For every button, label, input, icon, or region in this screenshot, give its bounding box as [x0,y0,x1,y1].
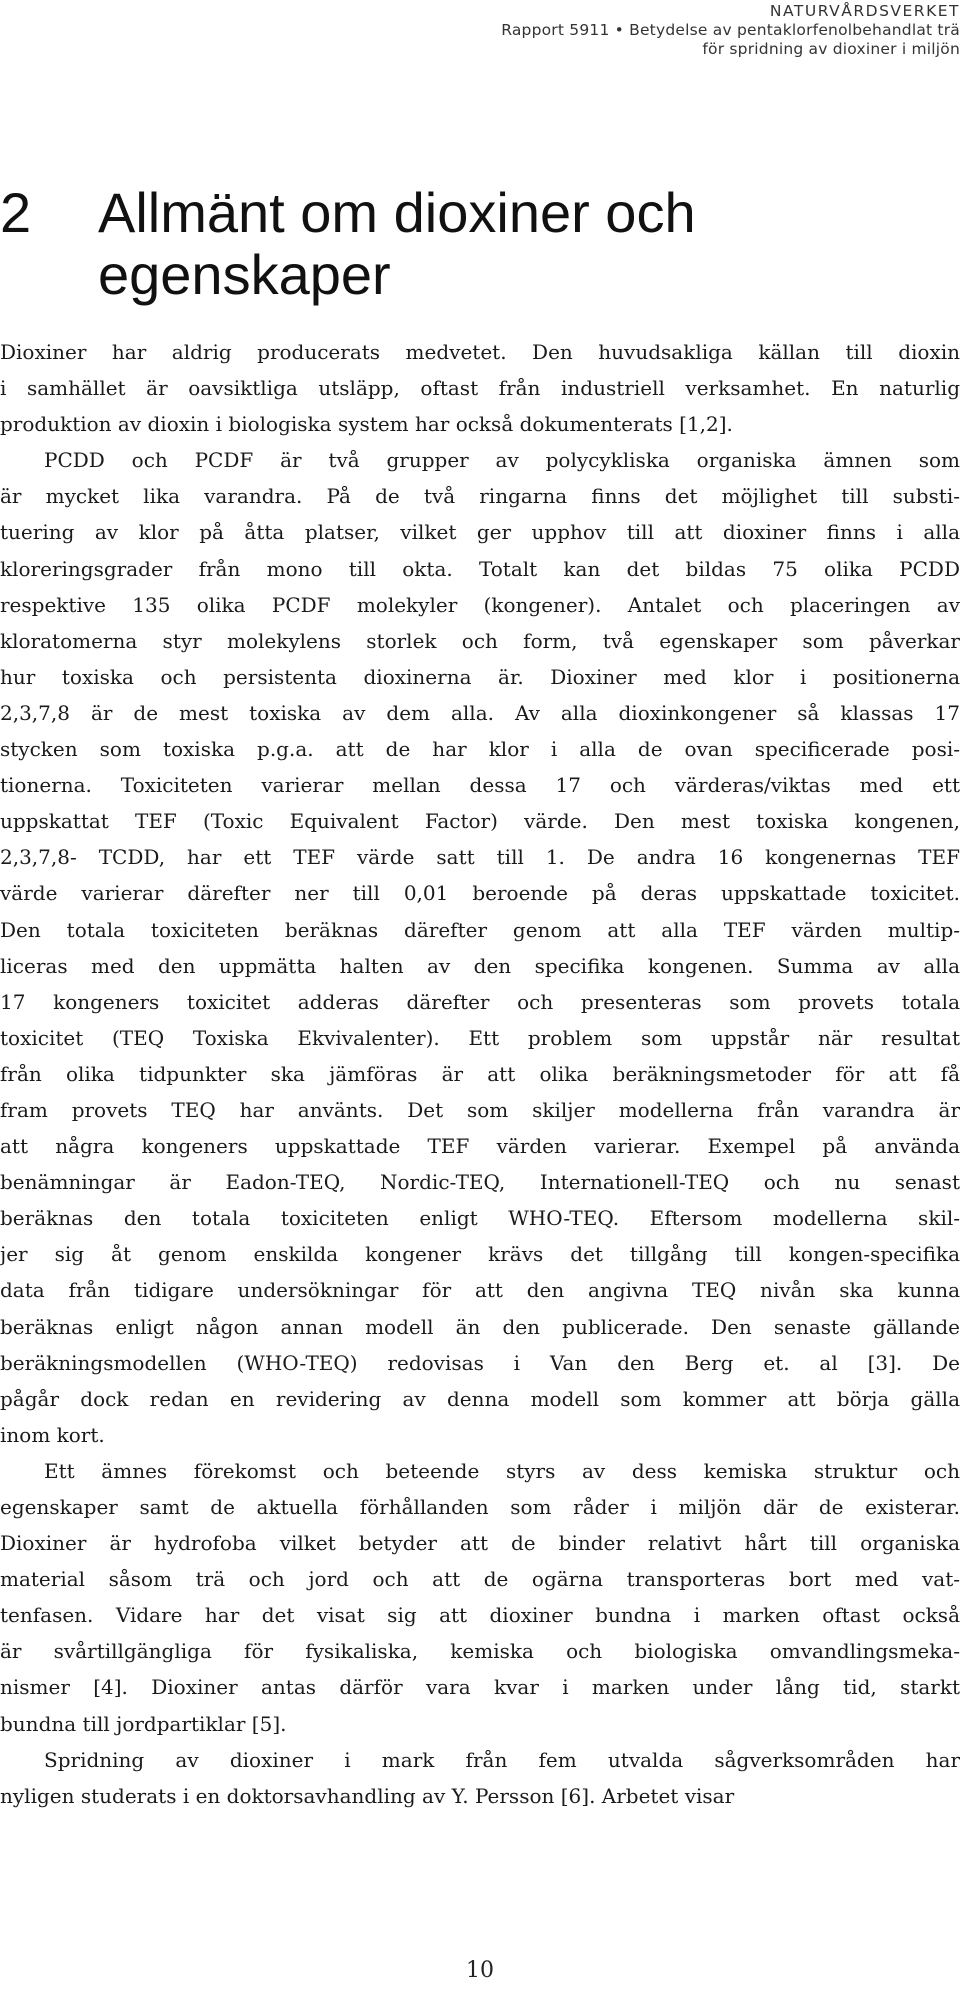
text-line: i samhället är oavsiktliga utsläpp, oftast från industriell verksamhet. En naturlig [0,376,960,401]
text-line: Dioxiner har aldrig producerats medvetet. Den huvudsakliga källan till dioxin [0,340,960,364]
text-line: nismer [4]. Dioxiner antas därför vara kvar i marken under lång tid, starkt [0,1675,960,1700]
paragraph-3 [0,1453,960,1742]
chapter-number: 2 [0,181,32,244]
text-line: Ett ämnes förekomst och beteende styrs av dess kemiska struktur och [44,1458,960,1483]
text-line: är mycket lika varandra. På de två ringarna finns det möjlighet till substi- [0,484,960,509]
text-line: 2,3,7,8- TCDD, har ett TEF värde satt till 1. De andra 16 kongenernas TEF [0,845,960,870]
text-line: data från tidigare undersökningar för att den angivna TEQ nivån ska kunna [0,1278,960,1303]
text-line: fram provets TEQ har använts. Det som skiljer modellerna från varandra är [0,1097,960,1122]
paragraph-1 [0,334,960,442]
body-text [0,334,960,1814]
header-report-subtitle: för spridning av dioxiner i miljön [702,40,960,58]
text-line: nyligen studerats i en doktorsavhandling av Y. Persson [6]. Arbetet visar [0,1783,735,1808]
text-line: från olika tidpunkter ska jämföras är att olika beräkningsmetoder för att få [0,1061,960,1086]
text-line: bundna till jordpartiklar [5]. [0,1711,287,1736]
running-header [240,2,960,59]
text-line: kloreringsgrader från mono till okta. Totalt kan det bildas 75 olika PCDD [0,556,960,581]
text-line: material såsom trä och jord och att de ogärna transporteras bort med vat- [0,1567,960,1592]
text-line: inom kort. [0,1422,105,1447]
text-line: är svårtillgängliga för fysikaliska, kemiska och biologiska omvandlingsmeka- [0,1639,960,1664]
text-line: 2,3,7,8 är de mest toxiska av dem alla. Av alla dioxinkongener så klassas 17 [0,700,960,725]
text-line: värde varierar därefter ner till 0,01 beroende på deras uppskattade toxicitet. [0,881,960,906]
text-line: beräknas enligt någon annan modell än den publicerade. Den senaste gällande [0,1314,960,1339]
paragraph-4 [0,1742,960,1814]
text-line: produktion av dioxin i biologiska system har också dokumenterats [1,2]. [0,412,733,437]
text-line: Den totala toxiciteten beräknas därefter genom att alla TEF värden multip- [0,917,960,942]
chapter-title-line-1: Allmänt om dioxiner och [98,181,696,244]
text-line: tuering av klor på åtta platser, vilket ger upphov till att dioxiner finns i alla [0,520,960,545]
text-line: benämningar är Eadon-TEQ, Nordic-TEQ, Internationell-TEQ och nu senast [0,1170,960,1195]
text-line: beräkningsmodellen (WHO-TEQ) redovisas i Van den Berg et. al [3]. De [0,1350,960,1375]
text-line: tionerna. Toxiciteten varierar mellan dessa 17 och värderas/viktas med ett [0,773,960,798]
text-line: uppskattat TEF (Toxic Equivalent Factor) värde. Den mest toxiska kongenen, [0,809,960,834]
text-line: egenskaper samt de aktuella förhållanden som råder i miljön där de existerar. [0,1495,960,1519]
text-line: att några kongeners uppskattade TEF värden varierar. Exempel på använda [0,1134,960,1159]
text-line: stycken som toxiska p.g.a. att de har klor i alla de ovan specificerade posi- [0,737,960,762]
text-line: Spridning av dioxiner i mark från fem utvalda sågverksområden har [44,1747,960,1772]
text-line: kloratomerna styr molekylens storlek och form, två egenskaper som påverkar [0,628,960,653]
paragraph-2 [0,442,960,1453]
text-line: Dioxiner är hydrofoba vilket betyder att de binder relativt hårt till organiska [0,1531,960,1556]
page-number: 10 [466,1958,494,1983]
text-line: jer sig åt genom enskilda kongener krävs det tillgång till kongen-specifika [0,1242,960,1267]
header-organization: NATURVÅRDSVERKET [769,2,960,20]
text-line: hur toxiska och persistenta dioxinerna är. Dioxiner med klor i positionerna [0,664,960,689]
text-line: PCDD och PCDF är två grupper av polycykliska organiska ämnen som [44,448,960,473]
text-line: toxicitet (TEQ Toxiska Ekvivalenter). Ett problem som uppstår när resultat [0,1025,960,1050]
text-line: beräknas den totala toxiciteten enligt WHO-TEQ. Eftersom modellerna skil- [0,1206,960,1231]
header-report-title: Rapport 5911 • Betydelse av pentaklorfenolbehandlat trä [501,21,960,39]
text-line: tenfasen. Vidare har det visat sig att dioxiner bundna i marken oftast också [0,1603,960,1628]
text-line: pågår dock redan en revidering av denna modell som kommer att börja gälla [0,1386,960,1411]
text-line: respektive 135 olika PCDF molekyler (kongener). Antalet och placeringen av [0,592,960,617]
text-line: liceras med den uppmätta halten av den specifika kongenen. Summa av alla [0,953,960,978]
text-line: 17 kongeners toxicitet adderas därefter och presenteras som provets totala [0,989,960,1014]
chapter-title-line-2: egenskaper [98,243,391,306]
